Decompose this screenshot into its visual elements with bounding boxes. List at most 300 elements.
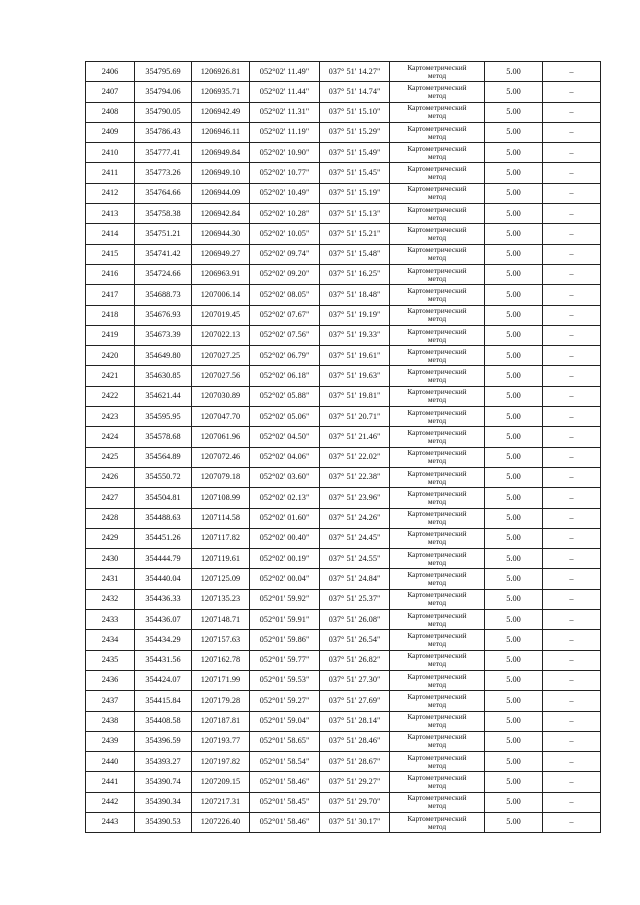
method-cell (390, 163, 485, 183)
method-label-line2: метод (427, 395, 447, 405)
method-label-line1: Картометрический (407, 651, 467, 661)
longitude-cell: 037° 51' 20.71" (320, 407, 390, 427)
note-cell: – (543, 224, 601, 244)
latitude-cell: 052°01' 58.46" (250, 772, 320, 792)
method-cell (390, 589, 485, 609)
method-label-line1: Картометрический (407, 570, 467, 580)
method-label-line1: Картометрический (407, 143, 467, 153)
accuracy-cell: 5.00 (485, 427, 543, 447)
longitude-cell: 037° 51' 27.30" (320, 670, 390, 690)
x-coordinate-cell: 354434.29 (135, 630, 192, 650)
method-cell (390, 650, 485, 670)
method-cell (390, 610, 485, 630)
x-coordinate-cell: 354436.07 (135, 610, 192, 630)
table-row (86, 224, 601, 244)
y-coordinate-cell: 1206949.10 (192, 163, 250, 183)
longitude-cell: 037° 51' 15.48" (320, 244, 390, 264)
method-label-line1: Картометрический (407, 590, 467, 600)
method-label-line1: Картометрический (407, 265, 467, 275)
accuracy-cell: 5.00 (485, 447, 543, 467)
accuracy-cell: 5.00 (485, 143, 543, 163)
method-cell (390, 264, 485, 284)
latitude-cell: 052°02' 11.49" (250, 62, 320, 82)
y-coordinate-cell: 1207022.13 (192, 325, 250, 345)
table-row (86, 447, 601, 467)
latitude-cell: 052°01' 59.86" (250, 630, 320, 650)
method-label-line2: метод (427, 557, 447, 567)
note-cell: – (543, 711, 601, 731)
note-cell: – (543, 792, 601, 812)
note-cell: – (543, 630, 601, 650)
x-coordinate-cell: 354550.72 (135, 467, 192, 487)
method-cell (390, 630, 485, 650)
latitude-cell: 052°01' 59.53" (250, 670, 320, 690)
latitude-cell: 052°02' 02.13" (250, 488, 320, 508)
point-number-cell: 2425 (86, 447, 135, 467)
y-coordinate-cell: 1206946.11 (192, 122, 250, 142)
x-coordinate-cell: 354390.53 (135, 812, 192, 832)
latitude-cell: 052°01' 59.77" (250, 650, 320, 670)
longitude-cell: 037° 51' 19.33" (320, 325, 390, 345)
table-row (86, 163, 601, 183)
method-cell (390, 812, 485, 832)
point-number-cell: 2406 (86, 62, 135, 82)
latitude-cell: 052°02' 05.06" (250, 407, 320, 427)
method-cell (390, 122, 485, 142)
method-cell (390, 691, 485, 711)
point-number-cell: 2415 (86, 244, 135, 264)
note-cell: – (543, 122, 601, 142)
accuracy-cell: 5.00 (485, 670, 543, 690)
note-cell: – (543, 488, 601, 508)
y-coordinate-cell: 1207125.09 (192, 569, 250, 589)
table-row (86, 528, 601, 548)
x-coordinate-cell: 354676.93 (135, 305, 192, 325)
y-coordinate-cell: 1207217.31 (192, 792, 250, 812)
note-cell: – (543, 102, 601, 122)
note-cell: – (543, 569, 601, 589)
table-row (86, 792, 601, 812)
method-label-line2: метод (427, 476, 447, 486)
method-cell (390, 285, 485, 305)
method-cell (390, 325, 485, 345)
method-label-line2: метод (427, 598, 447, 608)
latitude-cell: 052°02' 10.49" (250, 183, 320, 203)
note-cell: – (543, 82, 601, 102)
x-coordinate-cell: 354649.80 (135, 346, 192, 366)
y-coordinate-cell: 1207209.15 (192, 772, 250, 792)
method-cell (390, 447, 485, 467)
y-coordinate-cell: 1207006.14 (192, 285, 250, 305)
method-label-line1: Картометрический (407, 204, 467, 214)
method-cell (390, 204, 485, 224)
method-label-line2: метод (427, 679, 447, 689)
y-coordinate-cell: 1207079.18 (192, 467, 250, 487)
accuracy-cell: 5.00 (485, 589, 543, 609)
table-row (86, 711, 601, 731)
table-row (86, 508, 601, 528)
x-coordinate-cell: 354741.42 (135, 244, 192, 264)
method-label-line1: Картометрический (407, 509, 467, 519)
accuracy-cell: 5.00 (485, 285, 543, 305)
point-number-cell: 2417 (86, 285, 135, 305)
method-cell (390, 386, 485, 406)
note-cell: – (543, 183, 601, 203)
x-coordinate-cell: 354786.43 (135, 122, 192, 142)
longitude-cell: 037° 51' 26.08" (320, 610, 390, 630)
y-coordinate-cell: 1207047.70 (192, 407, 250, 427)
y-coordinate-cell: 1207187.81 (192, 711, 250, 731)
table-row (86, 346, 601, 366)
method-label-line2: метод (427, 314, 447, 324)
longitude-cell: 037° 51' 26.54" (320, 630, 390, 650)
longitude-cell: 037° 51' 23.96" (320, 488, 390, 508)
x-coordinate-cell: 354773.26 (135, 163, 192, 183)
method-label-line2: метод (427, 375, 447, 385)
longitude-cell: 037° 51' 15.10" (320, 102, 390, 122)
x-coordinate-cell: 354390.74 (135, 772, 192, 792)
latitude-cell: 052°02' 11.19" (250, 122, 320, 142)
note-cell: – (543, 752, 601, 772)
method-cell (390, 244, 485, 264)
accuracy-cell: 5.00 (485, 812, 543, 832)
point-number-cell: 2409 (86, 122, 135, 142)
longitude-cell: 037° 51' 24.84" (320, 569, 390, 589)
point-number-cell: 2435 (86, 650, 135, 670)
method-label-line2: метод (427, 212, 447, 222)
x-coordinate-cell: 354578.68 (135, 427, 192, 447)
x-coordinate-cell: 354390.34 (135, 792, 192, 812)
note-cell: – (543, 407, 601, 427)
table-row (86, 670, 601, 690)
y-coordinate-cell: 1207179.28 (192, 691, 250, 711)
note-cell: – (543, 670, 601, 690)
longitude-cell: 037° 51' 24.26" (320, 508, 390, 528)
method-label-line1: Картометрический (407, 123, 467, 133)
method-label-line1: Картометрический (407, 184, 467, 194)
accuracy-cell: 5.00 (485, 731, 543, 751)
longitude-cell: 037° 51' 16.25" (320, 264, 390, 284)
point-number-cell: 2426 (86, 467, 135, 487)
method-label-line1: Картометрический (407, 164, 467, 174)
y-coordinate-cell: 1206942.84 (192, 204, 250, 224)
longitude-cell: 037° 51' 15.49" (320, 143, 390, 163)
accuracy-cell: 5.00 (485, 346, 543, 366)
y-coordinate-cell: 1207072.46 (192, 447, 250, 467)
method-cell (390, 752, 485, 772)
point-number-cell: 2421 (86, 366, 135, 386)
method-label-line2: метод (427, 293, 447, 303)
method-label-line1: Картометрический (407, 529, 467, 539)
accuracy-cell: 5.00 (485, 569, 543, 589)
latitude-cell: 052°02' 06.79" (250, 346, 320, 366)
point-number-cell: 2414 (86, 224, 135, 244)
accuracy-cell: 5.00 (485, 549, 543, 569)
method-label-line2: метод (427, 720, 447, 730)
note-cell: – (543, 447, 601, 467)
note-cell: – (543, 427, 601, 447)
accuracy-cell: 5.00 (485, 508, 543, 528)
table-row (86, 772, 601, 792)
longitude-cell: 037° 51' 15.29" (320, 122, 390, 142)
x-coordinate-cell: 354444.79 (135, 549, 192, 569)
y-coordinate-cell: 1207030.89 (192, 386, 250, 406)
note-cell: – (543, 264, 601, 284)
note-cell: – (543, 772, 601, 792)
method-cell (390, 488, 485, 508)
longitude-cell: 037° 51' 14.27" (320, 62, 390, 82)
longitude-cell: 037° 51' 15.21" (320, 224, 390, 244)
table-row (86, 752, 601, 772)
method-label-line1: Картометрический (407, 691, 467, 701)
method-cell (390, 508, 485, 528)
method-cell (390, 305, 485, 325)
method-label-line2: метод (427, 496, 447, 506)
coordinates-table (85, 61, 601, 833)
y-coordinate-cell: 1207162.78 (192, 650, 250, 670)
y-coordinate-cell: 1206949.84 (192, 143, 250, 163)
x-coordinate-cell: 354595.95 (135, 407, 192, 427)
method-label-line2: метод (427, 253, 447, 263)
latitude-cell: 052°02' 10.05" (250, 224, 320, 244)
method-cell (390, 467, 485, 487)
accuracy-cell: 5.00 (485, 630, 543, 650)
latitude-cell: 052°02' 00.40" (250, 528, 320, 548)
method-label-line2: метод (427, 131, 447, 141)
x-coordinate-cell: 354564.89 (135, 447, 192, 467)
accuracy-cell: 5.00 (485, 264, 543, 284)
x-coordinate-cell: 354794.06 (135, 82, 192, 102)
method-cell (390, 407, 485, 427)
method-cell (390, 731, 485, 751)
accuracy-cell: 5.00 (485, 163, 543, 183)
point-number-cell: 2411 (86, 163, 135, 183)
y-coordinate-cell: 1207061.96 (192, 427, 250, 447)
method-label-line2: метод (427, 172, 447, 182)
longitude-cell: 037° 51' 24.55" (320, 549, 390, 569)
y-coordinate-cell: 1207157.63 (192, 630, 250, 650)
table-row (86, 62, 601, 82)
table-row (86, 427, 601, 447)
note-cell: – (543, 285, 601, 305)
method-label-line2: метод (427, 273, 447, 283)
method-cell (390, 366, 485, 386)
longitude-cell: 037° 51' 22.02" (320, 447, 390, 467)
note-cell: – (543, 812, 601, 832)
y-coordinate-cell: 1206935.71 (192, 82, 250, 102)
table-row (86, 549, 601, 569)
note-cell: – (543, 244, 601, 264)
table-row (86, 630, 601, 650)
note-cell: – (543, 549, 601, 569)
y-coordinate-cell: 1206949.27 (192, 244, 250, 264)
accuracy-cell: 5.00 (485, 752, 543, 772)
point-number-cell: 2418 (86, 305, 135, 325)
longitude-cell: 037° 51' 21.46" (320, 427, 390, 447)
point-number-cell: 2440 (86, 752, 135, 772)
point-number-cell: 2413 (86, 204, 135, 224)
longitude-cell: 037° 51' 27.69" (320, 691, 390, 711)
method-cell (390, 82, 485, 102)
method-label-line1: Картометрический (407, 671, 467, 681)
accuracy-cell: 5.00 (485, 183, 543, 203)
x-coordinate-cell: 354408.58 (135, 711, 192, 731)
method-label-line2: метод (427, 699, 447, 709)
method-label-line1: Картометрический (407, 326, 467, 336)
latitude-cell: 052°02' 09.74" (250, 244, 320, 264)
method-label-line2: метод (427, 151, 447, 161)
latitude-cell: 052°02' 08.05" (250, 285, 320, 305)
method-label-line2: метод (427, 334, 447, 344)
y-coordinate-cell: 1207019.45 (192, 305, 250, 325)
method-label-line2: метод (427, 517, 447, 527)
latitude-cell: 052°01' 58.65" (250, 731, 320, 751)
x-coordinate-cell: 354424.07 (135, 670, 192, 690)
method-cell (390, 346, 485, 366)
method-label-line2: метод (427, 760, 447, 770)
point-number-cell: 2424 (86, 427, 135, 447)
note-cell: – (543, 528, 601, 548)
table-row (86, 244, 601, 264)
point-number-cell: 2431 (86, 569, 135, 589)
method-label-line2: метод (427, 456, 447, 466)
method-cell (390, 224, 485, 244)
table-row (86, 204, 601, 224)
table-row (86, 143, 601, 163)
table-row (86, 488, 601, 508)
accuracy-cell: 5.00 (485, 792, 543, 812)
table-row (86, 569, 601, 589)
y-coordinate-cell: 1207108.99 (192, 488, 250, 508)
method-label-line1: Картометрический (407, 346, 467, 356)
x-coordinate-cell: 354436.33 (135, 589, 192, 609)
method-cell (390, 711, 485, 731)
point-number-cell: 2437 (86, 691, 135, 711)
note-cell: – (543, 346, 601, 366)
x-coordinate-cell: 354431.56 (135, 650, 192, 670)
y-coordinate-cell: 1207197.82 (192, 752, 250, 772)
accuracy-cell: 5.00 (485, 650, 543, 670)
note-cell: – (543, 650, 601, 670)
accuracy-cell: 5.00 (485, 305, 543, 325)
method-cell (390, 670, 485, 690)
method-cell (390, 792, 485, 812)
method-label-line1: Картометрический (407, 813, 467, 823)
y-coordinate-cell: 1207171.99 (192, 670, 250, 690)
method-label-line1: Картометрический (407, 62, 467, 72)
x-coordinate-cell: 354396.59 (135, 731, 192, 751)
method-label-line2: метод (427, 659, 447, 669)
x-coordinate-cell: 354777.41 (135, 143, 192, 163)
method-cell (390, 528, 485, 548)
y-coordinate-cell: 1207135.23 (192, 589, 250, 609)
table-row (86, 366, 601, 386)
x-coordinate-cell: 354415.84 (135, 691, 192, 711)
latitude-cell: 052°02' 01.60" (250, 508, 320, 528)
note-cell: – (543, 305, 601, 325)
method-label-line2: метод (427, 354, 447, 364)
method-cell (390, 183, 485, 203)
latitude-cell: 052°01' 59.04" (250, 711, 320, 731)
method-label-line1: Картометрический (407, 387, 467, 397)
method-label-line1: Картометрический (407, 630, 467, 640)
method-label-line2: метод (427, 578, 447, 588)
longitude-cell: 037° 51' 18.48" (320, 285, 390, 305)
method-label-line1: Картометрический (407, 712, 467, 722)
method-cell (390, 549, 485, 569)
document-page (85, 61, 600, 833)
table-row (86, 102, 601, 122)
latitude-cell: 052°01' 58.45" (250, 792, 320, 812)
point-number-cell: 2432 (86, 589, 135, 609)
note-cell: – (543, 731, 601, 751)
point-number-cell: 2407 (86, 82, 135, 102)
latitude-cell: 052°02' 10.77" (250, 163, 320, 183)
table-row (86, 285, 601, 305)
note-cell: – (543, 366, 601, 386)
latitude-cell: 052°02' 07.67" (250, 305, 320, 325)
y-coordinate-cell: 1207193.77 (192, 731, 250, 751)
latitude-cell: 052°02' 10.28" (250, 204, 320, 224)
method-cell (390, 772, 485, 792)
point-number-cell: 2439 (86, 731, 135, 751)
method-label-line1: Картометрический (407, 245, 467, 255)
point-number-cell: 2422 (86, 386, 135, 406)
x-coordinate-cell: 354504.81 (135, 488, 192, 508)
method-cell (390, 427, 485, 447)
point-number-cell: 2430 (86, 549, 135, 569)
point-number-cell: 2408 (86, 102, 135, 122)
y-coordinate-cell: 1206942.49 (192, 102, 250, 122)
note-cell: – (543, 610, 601, 630)
table-row (86, 122, 601, 142)
longitude-cell: 037° 51' 19.81" (320, 386, 390, 406)
y-coordinate-cell: 1206926.81 (192, 62, 250, 82)
latitude-cell: 052°02' 07.56" (250, 325, 320, 345)
accuracy-cell: 5.00 (485, 711, 543, 731)
method-cell (390, 569, 485, 589)
y-coordinate-cell: 1207226.40 (192, 812, 250, 832)
longitude-cell: 037° 51' 15.19" (320, 183, 390, 203)
accuracy-cell: 5.00 (485, 102, 543, 122)
point-number-cell: 2410 (86, 143, 135, 163)
x-coordinate-cell: 354621.44 (135, 386, 192, 406)
method-label-line1: Картометрический (407, 752, 467, 762)
accuracy-cell: 5.00 (485, 62, 543, 82)
note-cell: – (543, 325, 601, 345)
point-number-cell: 2443 (86, 812, 135, 832)
method-label-line2: метод (427, 111, 447, 121)
longitude-cell: 037° 51' 19.63" (320, 366, 390, 386)
latitude-cell: 052°01' 59.91" (250, 610, 320, 630)
method-label-line2: метод (427, 801, 447, 811)
table-body (86, 62, 601, 833)
table-row (86, 650, 601, 670)
y-coordinate-cell: 1207027.56 (192, 366, 250, 386)
method-label-line1: Картометрический (407, 285, 467, 295)
method-label-line1: Картометрический (407, 103, 467, 113)
note-cell: – (543, 204, 601, 224)
x-coordinate-cell: 354688.73 (135, 285, 192, 305)
method-label-line1: Картометрический (407, 367, 467, 377)
table-row (86, 731, 601, 751)
method-label-line2: метод (427, 638, 447, 648)
accuracy-cell: 5.00 (485, 528, 543, 548)
x-coordinate-cell: 354758.38 (135, 204, 192, 224)
method-label-line2: метод (427, 618, 447, 628)
longitude-cell: 037° 51' 28.67" (320, 752, 390, 772)
longitude-cell: 037° 51' 25.37" (320, 589, 390, 609)
